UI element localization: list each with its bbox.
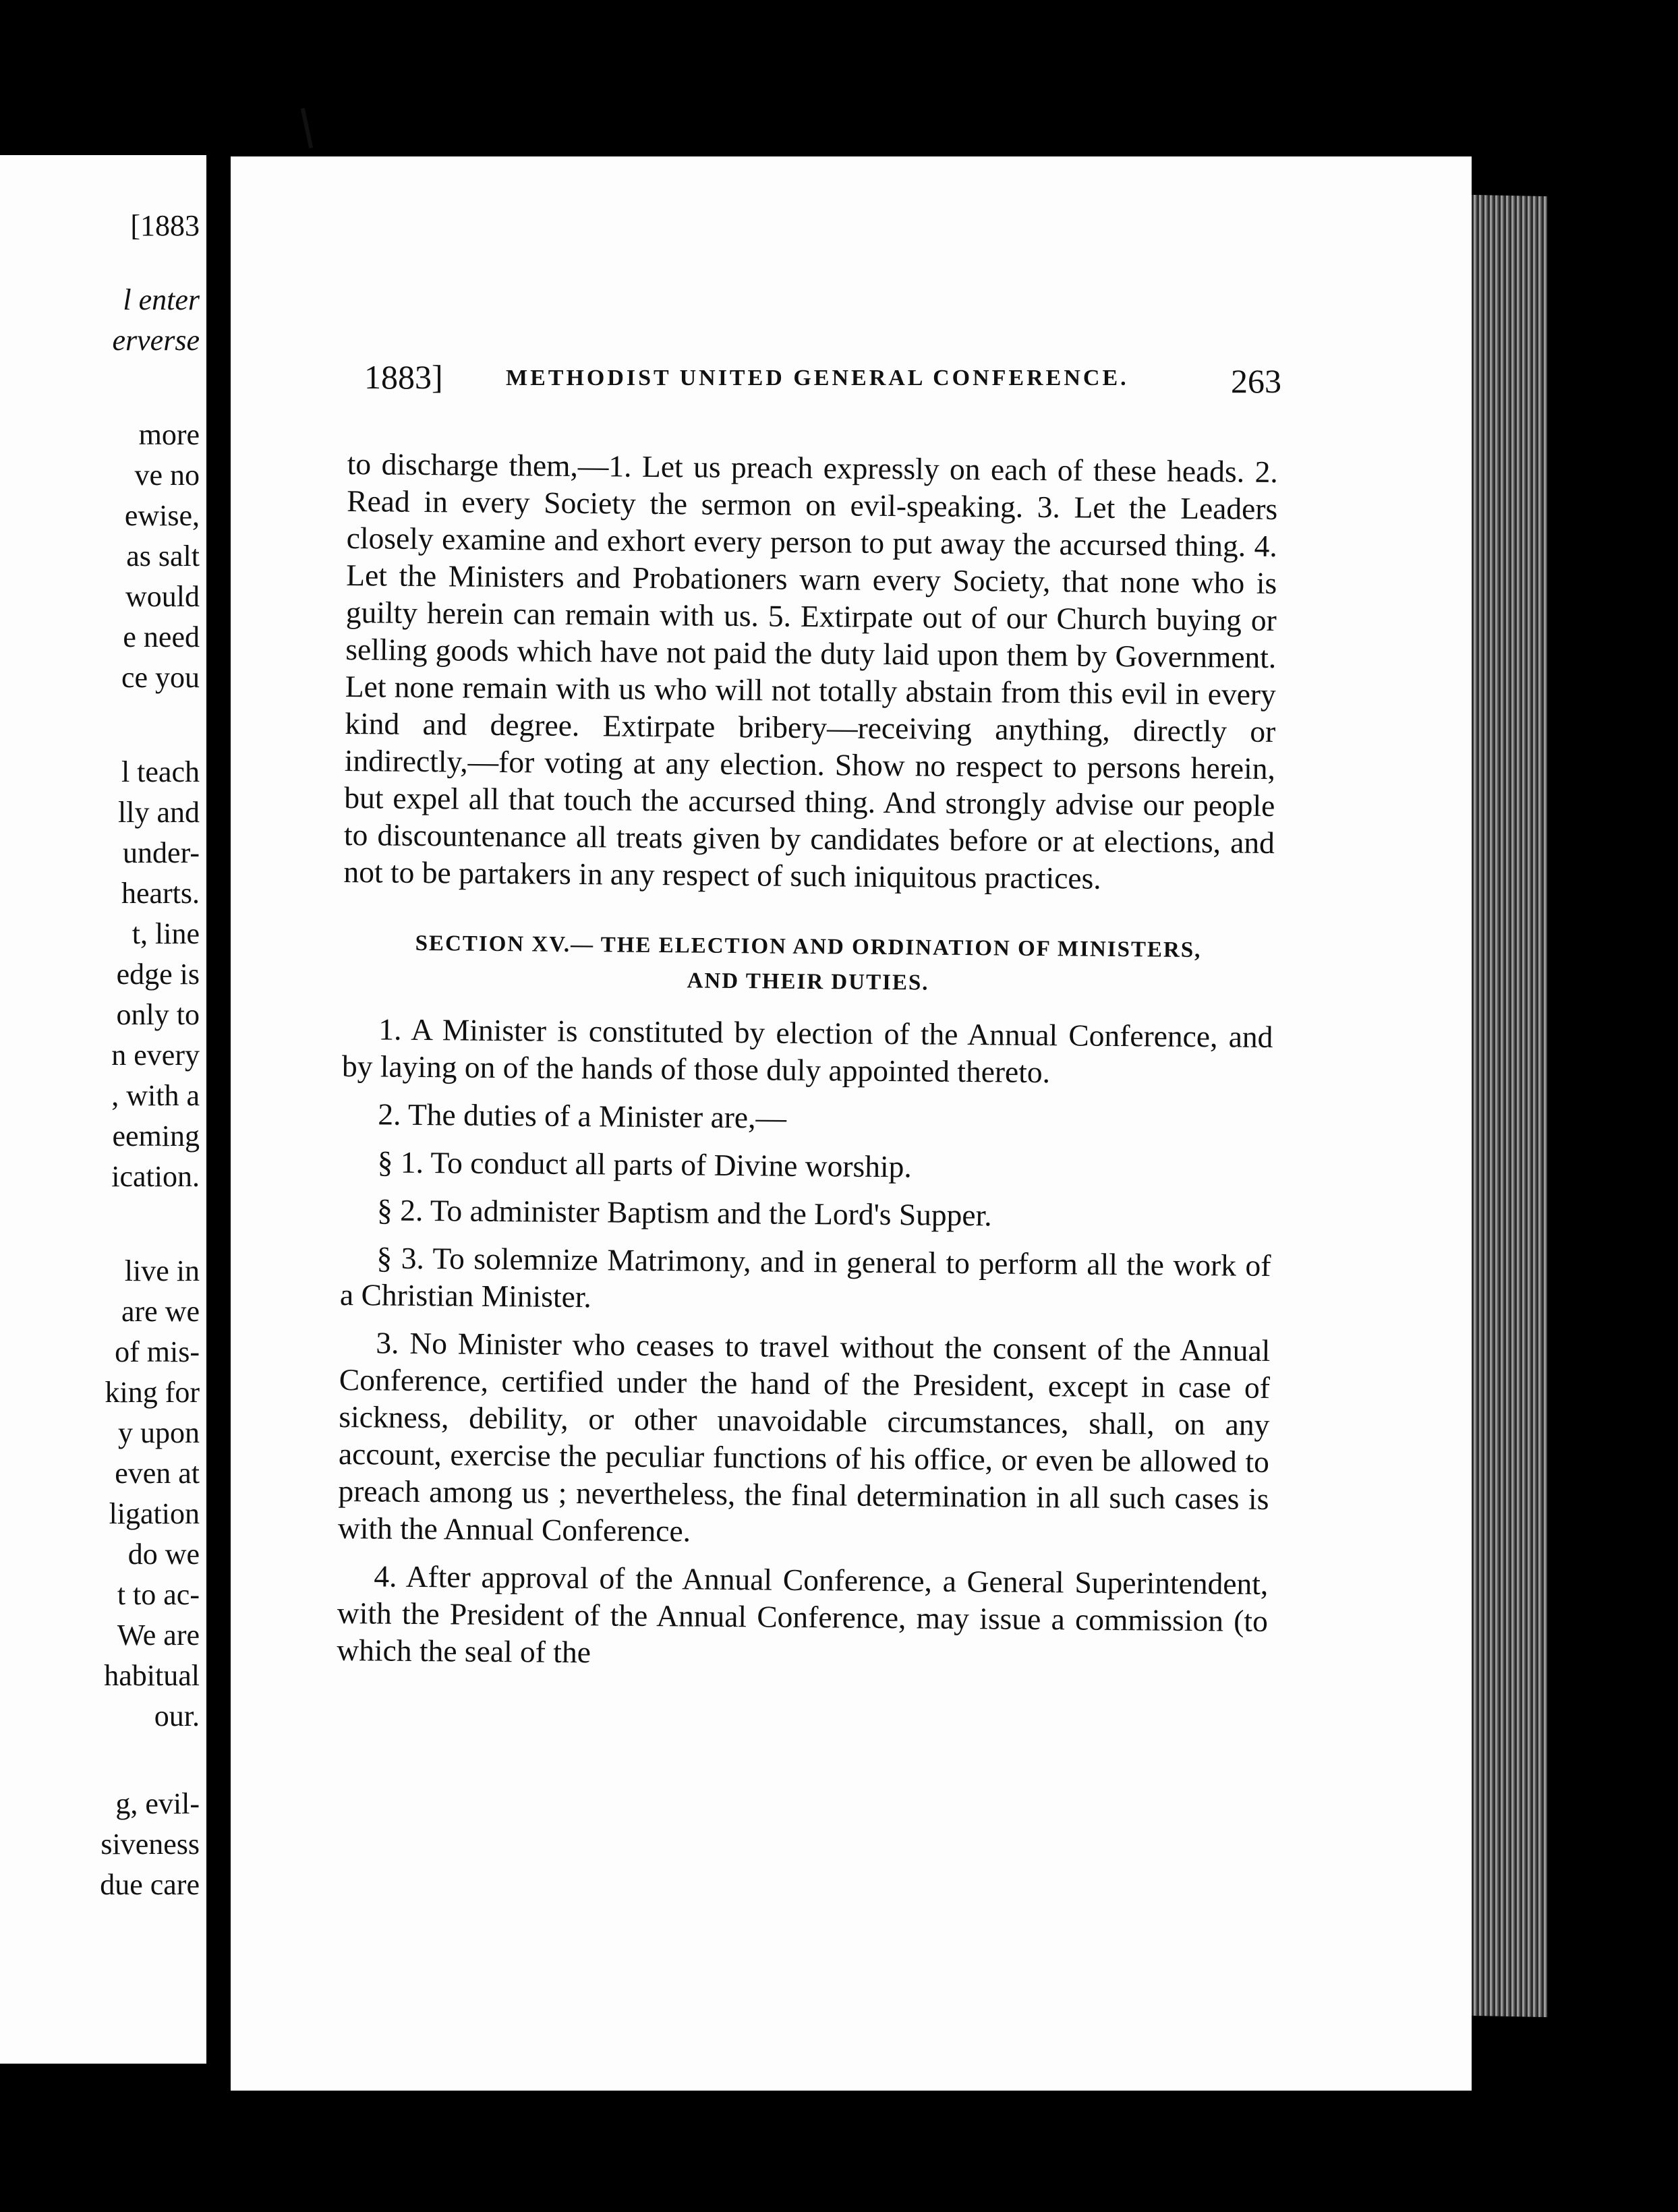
header-year: 1883] <box>364 358 443 396</box>
left-page-line: hearts. <box>121 877 200 910</box>
left-page-line: habitual <box>104 1659 200 1692</box>
header-title: METHODIST UNITED GENERAL CONFERENCE. <box>506 366 1129 390</box>
book-gutter <box>206 155 231 2064</box>
left-page-line: e need <box>123 620 200 653</box>
section-heading-line-2: AND THEIR DUTIES. <box>687 968 929 995</box>
continuation-paragraph: to discharge them,—1. Let us preach expressly on each of these heads. 2. Read in every Society the sermon on evil-speaking. 3. Let the Leaders closely examine and exhort every person to put away the accursed thing. 4. Let the Ministers and Probationers warn every Society, that none who is guilty herein can remain with us. 5. Extirpate out of our Church buying or selling goods which have not paid the duty laid upon them by Government. Let none remain with us who will not totally abstain from this evil in every kind and degree. Extirpate bribery—receiving anything, directly or indirectly,—for voting at any election. Show no respect to persons herein, but expel all that touch the accursed thing. And strongly advise our people to discountenance all treats given by candidates before or at elections, and not to be partakers in any respect of such iniquitous practices. <box>343 446 1278 896</box>
left-page-line: as salt <box>126 540 200 573</box>
left-page-line: siveness <box>100 1828 200 1861</box>
left-page-line: ce you <box>121 661 200 694</box>
left-page-line: do we <box>127 1538 200 1571</box>
running-header <box>364 357 1281 405</box>
left-page <box>0 155 206 2064</box>
left-page-line: [1883 <box>130 209 200 242</box>
left-page-line: our. <box>154 1699 200 1733</box>
left-page-line: g, evil- <box>115 1787 200 1820</box>
left-page-line: under- <box>123 836 200 869</box>
scan-mark <box>301 108 313 148</box>
left-page-line: ligation <box>109 1497 200 1530</box>
left-page-line: ication. <box>111 1160 200 1193</box>
left-page-line: l teach <box>121 755 200 788</box>
page-edges <box>1472 195 1547 2017</box>
paragraph-2: 2. The duties of a Minister are,— <box>378 1097 787 1135</box>
clause-1: § 1. To conduct all parts of Divine worship. <box>377 1144 913 1184</box>
left-page-line: would <box>125 580 200 613</box>
left-page-line: eeming <box>112 1119 200 1153</box>
left-page-line: even at <box>115 1457 200 1490</box>
left-page-line: erverse <box>112 324 200 357</box>
left-page-line: lly and <box>118 796 200 829</box>
clause-2: § 2. To administer Baptism and the Lord's Supper. <box>376 1192 992 1233</box>
clause-3: § 3. To solemnize Matrimony, and in general to perform all the work of a Christian Minister. <box>339 1240 1271 1314</box>
left-page-line: edge is <box>116 958 200 991</box>
left-page-line: l enter <box>123 283 200 316</box>
left-page-line: live in <box>124 1254 200 1287</box>
paragraph-1: 1. A Minister is constituted by election of the Annual Conference, and by laying on of the hands of those duly appointed thereto. <box>341 1012 1273 1090</box>
page-number: 263 <box>1231 362 1281 400</box>
left-page-line: , with a <box>111 1079 200 1112</box>
left-page-line: due care <box>100 1868 200 1901</box>
left-page-line: more <box>138 418 200 451</box>
left-page-line: We are <box>117 1619 200 1652</box>
paragraph-4: 4. After approval of the Annual Conference, a General Superintendent, with the President of the Annual Conference, may issue a commission (to which the seal of the <box>337 1559 1269 1670</box>
left-page-line: t, line <box>132 917 200 950</box>
left-page-line: are we <box>121 1295 200 1328</box>
section-heading <box>343 925 1274 1003</box>
left-page-line: y upon <box>118 1416 200 1449</box>
page-body <box>337 445 1278 1677</box>
left-page-line: king for <box>105 1376 200 1409</box>
left-page-line: only to <box>116 998 200 1031</box>
left-page-line: ve no <box>134 459 200 492</box>
section-heading-line-1: SECTION XV.— THE ELECTION AND ORDINATION OF MINISTERS, <box>415 931 1202 963</box>
left-page-line: t to ac- <box>117 1578 200 1611</box>
left-page-line: ewise, <box>124 499 200 532</box>
left-page-line: n every <box>111 1039 200 1072</box>
paragraph-3: 3. No Minister who ceases to travel without the consent of the Annual Conference, certified under the hand of the President, except in case of sickness, debility, or other unavoidable circumstances, shall, on any account, exercise the peculiar functions of his office, or even be allowed to preach among us ; nevertheless, the final determination in all such cases is with the Annual Conference. <box>337 1325 1271 1548</box>
left-page-line: of mis- <box>115 1335 200 1368</box>
